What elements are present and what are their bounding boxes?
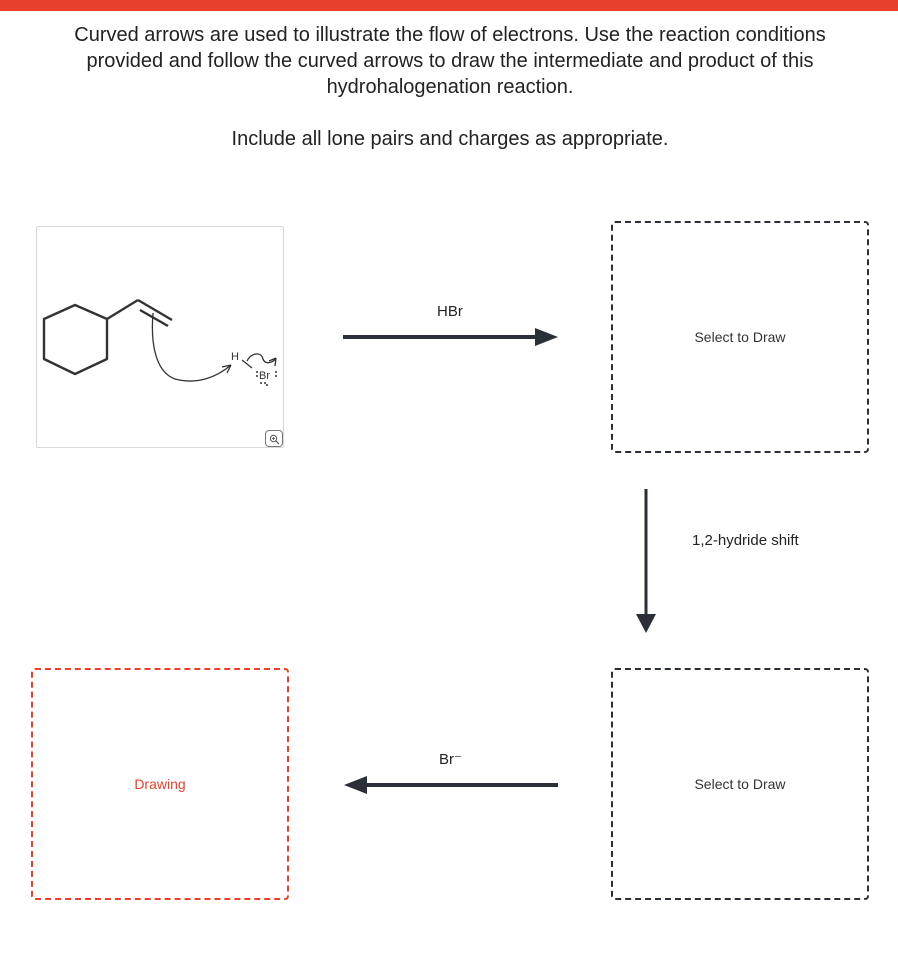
- bromine-label: Br: [259, 370, 270, 382]
- ring-vinyl-bond: [107, 300, 138, 319]
- zoom-in-button[interactable]: [265, 430, 283, 447]
- starting-material-structure: [37, 227, 285, 449]
- hydrogen-label: H: [231, 351, 239, 363]
- starting-material-panel[interactable]: [36, 226, 284, 448]
- instructions-sub: Include all lone pairs and charges as appropriate.: [231, 128, 669, 150]
- alkene-bond-1: [138, 300, 172, 320]
- rearranged-draw-label: Select to Draw: [694, 776, 786, 792]
- curved-arrow-bond-to-br: [247, 354, 276, 363]
- question-instructions: [40, 22, 860, 152]
- backward-arrow-step3: [342, 774, 560, 796]
- h-br-bond: [242, 360, 252, 368]
- forward-arrow-step1: [342, 326, 560, 348]
- top-accent-bar: [0, 0, 898, 11]
- rearranged-intermediate-draw-box[interactable]: [611, 668, 869, 900]
- instructions-main: Curved arrows are used to illustrate the flow of electrons. Use the reaction conditions provided and follow the curved arrows to draw the intermediate and product of this hydrohalogenation reaction.: [74, 24, 826, 98]
- alkene-bond-2: [140, 310, 168, 326]
- product-draw-label: Drawing: [134, 776, 186, 792]
- intermediate-draw-label: Select to Draw: [694, 329, 786, 345]
- cyclohexane-ring: [44, 305, 107, 374]
- down-arrow-step2: [635, 488, 657, 635]
- intermediate-draw-box[interactable]: [611, 221, 869, 453]
- hydride-shift-label: 1,2-hydride shift: [692, 532, 799, 549]
- reagent-bromide-label: Br⁻: [439, 751, 462, 768]
- reagent-hbr-label: HBr: [437, 303, 463, 320]
- product-draw-box[interactable]: [31, 668, 289, 900]
- zoom-in-icon: [269, 434, 280, 445]
